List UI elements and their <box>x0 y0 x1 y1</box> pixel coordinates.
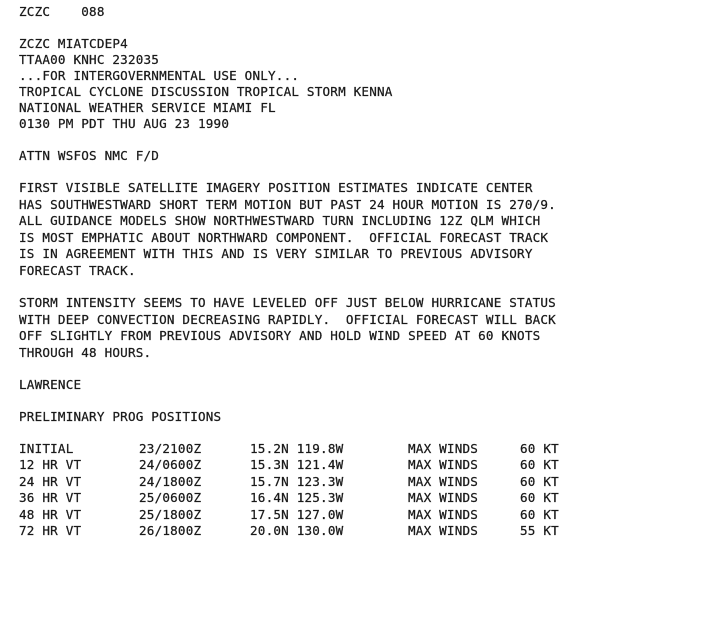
valid-time: 24/0600Z <box>139 457 202 473</box>
table-row <box>19 474 719 490</box>
attention-line: ATTN WSFOS NMC F/D <box>19 148 160 163</box>
valid-time: 25/0600Z <box>139 490 202 506</box>
max-winds-label: MAX WINDS <box>408 490 479 506</box>
paragraph-line: IS MOST EMPHATIC ABOUT NORTHWARD COMPONENT. OFFICIAL FORECAST TRACK <box>19 229 549 245</box>
max-winds-value: 60 KT <box>520 490 559 506</box>
valid-time: 23/2100Z <box>139 441 202 456</box>
paragraph-line: STORM INTENSITY SEEMS TO HAVE LEVELED OFF JUST BELOW HURRICANE STATUS <box>19 295 556 310</box>
max-winds-value: 55 KT <box>520 522 559 538</box>
max-winds-value: 60 KT <box>520 457 559 473</box>
prog-positions-title: PRELIMINARY PROG POSITIONS <box>19 409 222 424</box>
issue-time: 0130 PM PDT THU AUG 23 1990 <box>19 116 230 131</box>
forecast-period: 12 HR VT <box>19 457 82 473</box>
paragraph-line: FORECAST TRACK. <box>19 262 136 278</box>
bulletin-header-id: ZCZC 088 <box>19 4 105 19</box>
forecast-period: INITIAL <box>19 441 74 456</box>
valid-time: 24/1800Z <box>139 473 202 489</box>
paragraph-line: HAS SOUTHWESTWARD SHORT TERM MOTION BUT PAST 24 HOUR MOTION IS 270/9. <box>19 196 556 212</box>
discussion-paragraph-intensity <box>19 295 719 361</box>
position-coords: 15.2N 119.8W <box>250 441 344 456</box>
max-winds-value: 60 KT <box>520 473 559 489</box>
position-coords: 20.0N 130.0W <box>250 522 344 538</box>
table-row <box>19 523 719 539</box>
max-winds-label: MAX WINDS <box>408 473 479 489</box>
table-row <box>19 457 719 473</box>
table-row <box>19 490 719 506</box>
product-id: ZCZC MIATCDEP4 <box>19 36 128 51</box>
table-row <box>19 441 719 457</box>
paragraph-line: ALL GUIDANCE MODELS SHOW NORTHWESTWARD TURN INCLUDING 12Z QLM WHICH <box>19 213 541 228</box>
max-winds-label: MAX WINDS <box>408 441 479 456</box>
table-row <box>19 507 719 523</box>
discussion-paragraph-track <box>19 180 719 279</box>
paragraph-line: IS IN AGREEMENT WITH THIS AND IS VERY SIMILAR TO PREVIOUS ADVISORY <box>19 246 533 261</box>
paragraph-line: THROUGH 48 HOURS. <box>19 344 152 360</box>
forecast-period: 24 HR VT <box>19 473 82 489</box>
wmo-header: TTAA00 KNHC 232035 <box>19 52 160 67</box>
position-coords: 15.3N 121.4W <box>250 457 344 473</box>
forecast-period: 72 HR VT <box>19 522 82 538</box>
discussion-title: TROPICAL CYCLONE DISCUSSION TROPICAL STORM KENNA <box>19 84 393 99</box>
valid-time: 26/1800Z <box>139 522 202 538</box>
teletype-document <box>19 4 719 539</box>
position-coords: 15.7N 123.3W <box>250 473 344 489</box>
max-winds-label: MAX WINDS <box>408 522 479 538</box>
max-winds-value: 60 KT <box>520 506 559 522</box>
paragraph-line: OFF SLIGHTLY FROM PREVIOUS ADVISORY AND HOLD WIND SPEED AT 60 KNOTS <box>19 328 541 343</box>
prog-positions-table <box>19 441 719 539</box>
position-coords: 17.5N 127.0W <box>250 506 344 522</box>
issuing-office: NATIONAL WEATHER SERVICE MIAMI FL <box>19 100 276 115</box>
forecast-period: 48 HR VT <box>19 506 82 522</box>
paragraph-line: FIRST VISIBLE SATELLITE IMAGERY POSITION ESTIMATES INDICATE CENTER <box>19 180 533 195</box>
paragraph-line: WITH DEEP CONVECTION DECREASING RAPIDLY. OFFICIAL FORECAST WILL BACK <box>19 311 556 327</box>
max-winds-value: 60 KT <box>520 441 559 456</box>
forecaster-signature: LAWRENCE <box>19 377 82 392</box>
forecast-period: 36 HR VT <box>19 490 82 506</box>
max-winds-label: MAX WINDS <box>408 506 479 522</box>
distribution-notice: ...FOR INTERGOVERNMENTAL USE ONLY... <box>19 68 300 83</box>
valid-time: 25/1800Z <box>139 506 202 522</box>
position-coords: 16.4N 125.3W <box>250 490 344 506</box>
max-winds-label: MAX WINDS <box>408 457 479 473</box>
